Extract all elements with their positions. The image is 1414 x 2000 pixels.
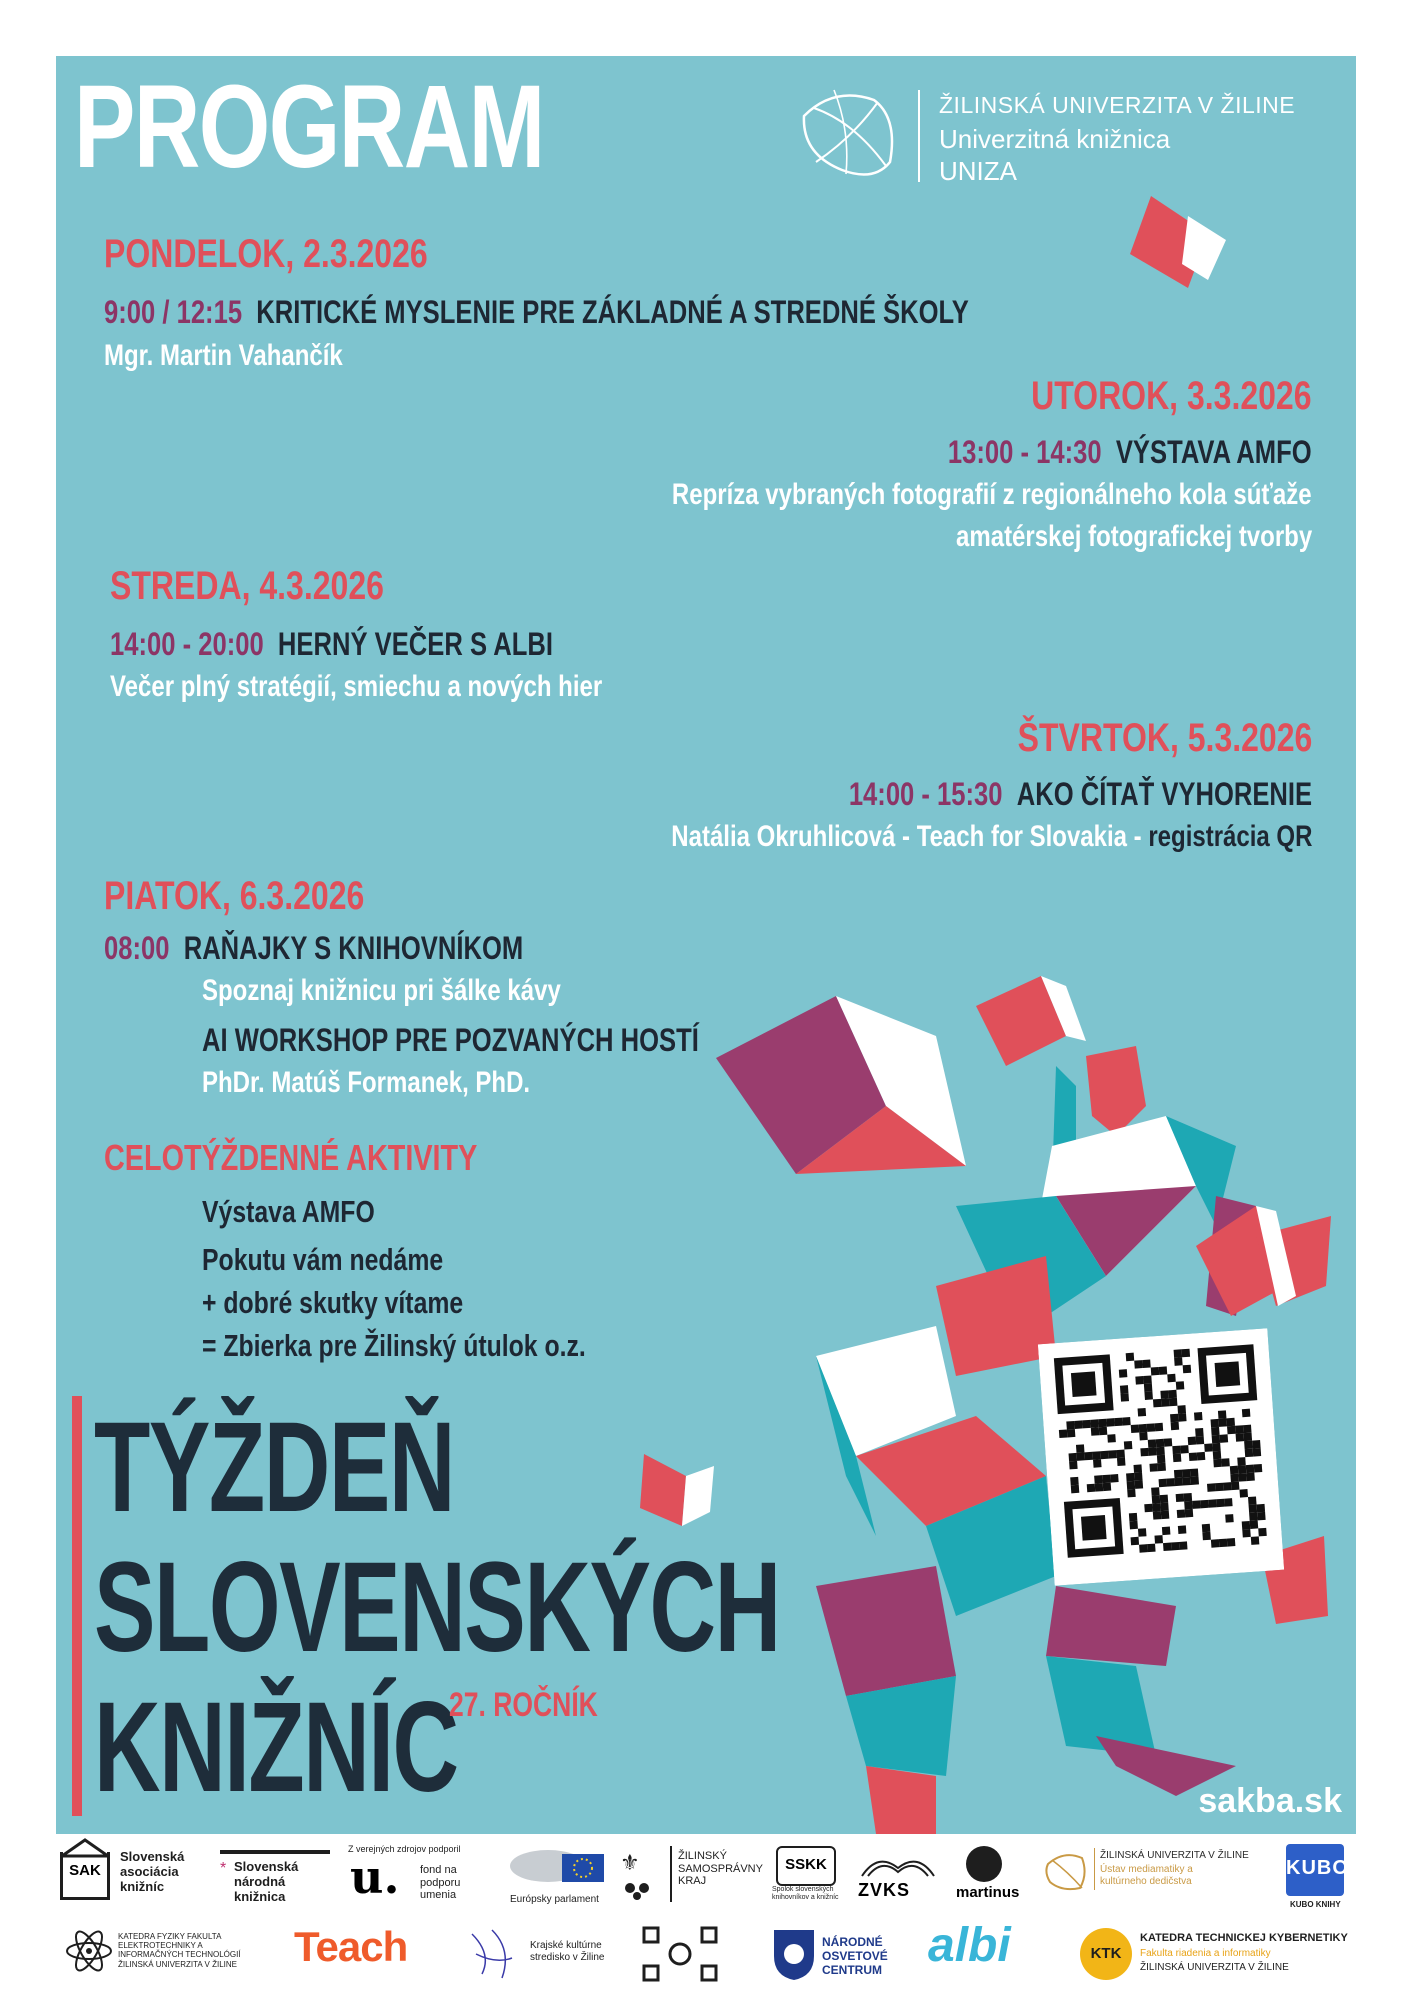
fpu-name: fond na podporu umenia — [420, 1864, 461, 1902]
event-description: amatérskej fotografickej tvorby — [955, 520, 1312, 553]
event-title-line-1: TÝŽDEŇ — [94, 1396, 454, 1539]
ktk-faculty: Fakulta riadenia a informatiky — [1140, 1948, 1271, 1959]
asterisk-icon: * — [220, 1860, 227, 1877]
fpu-label: Z verejných zdrojov podporil — [348, 1844, 461, 1854]
weeklong-item: + dobré skutky vítame — [202, 1285, 464, 1320]
day-monday: PONDELOK, 2.3.2026 — [104, 232, 428, 276]
albi-logo: albi — [928, 1919, 1011, 1972]
speaker-text: Natália Okruhlicová - Teach for Slovakia - — [670, 820, 1142, 853]
sak-logo: SAK — [60, 1852, 110, 1900]
sskk-name: Spolok slovenských knihovníkov a knižníc — [772, 1886, 839, 1902]
umkd-logo-icon — [1044, 1848, 1088, 1892]
poster — [56, 56, 1356, 1834]
sponsor-logos — [0, 1840, 1414, 2000]
day-wednesday: STREDA, 4.3.2026 — [110, 564, 384, 608]
event-title: RAŇAJKY S KNIHOVNÍKOM — [183, 930, 524, 966]
fpu-logo-icon: u. — [350, 1850, 400, 1904]
kubo-name: KUBO KNIHY — [1290, 1900, 1341, 1909]
event-title: AI WORKSHOP PRE POZVANÝCH HOSTÍ — [202, 1022, 699, 1058]
teach-logo: Teach — [294, 1923, 408, 1970]
european-parliament-logo-icon — [508, 1844, 618, 1894]
event-speaker — [671, 822, 1312, 852]
weeklong-item: = Zbierka pre Žilinský útulok o.z. — [202, 1328, 586, 1363]
weeklong-item: Výstava AMFO — [202, 1194, 375, 1229]
uniza-logo-icon — [794, 78, 904, 188]
day-tuesday: UTOROK, 3.3.2026 — [1031, 374, 1312, 418]
atom-icon — [64, 1928, 114, 1974]
event-speaker: Mgr. Martin Vahančík — [104, 339, 343, 372]
culture-center-logo-icon — [640, 1924, 720, 1984]
page-title: PROGRAM — [74, 61, 544, 193]
kks-name: Krajské kultúrne stredisko v Žiline — [530, 1940, 605, 1963]
kubo-logo: KUBO — [1286, 1844, 1344, 1896]
event-wednesday — [110, 628, 553, 660]
weeklong-item: Pokutu vám nedáme — [202, 1242, 444, 1277]
event-time: 14:00 - 15:30 — [848, 776, 1003, 812]
event-time: 08:00 — [104, 930, 170, 966]
logo-divider — [918, 90, 920, 182]
event-tuesday — [948, 436, 1312, 468]
title-accent-bar — [72, 1396, 82, 1816]
ktk-name: KATEDRA TECHNICKEJ KYBERNETIKY — [1140, 1932, 1348, 1944]
day-friday: PIATOK, 6.3.2026 — [104, 874, 365, 918]
kf-name: KATEDRA FYZIKY FAKULTA ELEKTROTECHNIKY A INFORMAČNÝCH TECHNOLÓGIÍ ŽILINSKÁ UNIVERZITA V ŽILINE — [118, 1932, 241, 1969]
day-thursday: ŠTVRTOK, 5.3.2026 — [1017, 716, 1312, 760]
noc-name: NÁRODNÉ OSVETOVÉ CENTRUM — [822, 1935, 888, 1977]
zvks-book-icon — [858, 1848, 938, 1882]
snk-logo-bar — [220, 1850, 330, 1854]
kks-logo-icon — [462, 1924, 522, 1984]
event-speaker: PhDr. Matúš Formanek, PhD. — [202, 1066, 531, 1099]
martinus-logo-icon — [966, 1846, 1002, 1882]
event-monday — [104, 296, 969, 328]
registration-qr-code[interactable] — [1038, 1328, 1284, 1585]
event-title: AKO ČÍTAŤ VYHORENIE — [1016, 776, 1312, 812]
university-name: ŽILINSKÁ UNIVERZITA V ŽILINE — [939, 92, 1296, 118]
library-name: Univerzitná knižnica — [939, 124, 1171, 154]
weeklong-heading: CELOTÝŽDENNÉ AKTIVITY — [104, 1137, 478, 1178]
umkd-name: Ústav mediamatiky a kultúrneho dedičstva — [1100, 1864, 1193, 1887]
snk-name: Slovenská národná knižnica — [234, 1859, 299, 1904]
event-description: Repríza vybraných fotografií z regionálneho kola súťaže — [672, 478, 1312, 511]
website-link[interactable]: sakba.sk — [1198, 1782, 1342, 1820]
registration-link[interactable]: registrácia QR — [1147, 820, 1312, 853]
zsk-divider — [670, 1846, 672, 1902]
martinus-name: martinus — [956, 1884, 1020, 1901]
sak-name: Slovenská asociácia knižníc — [120, 1849, 185, 1894]
event-title-line-2: SLOVENSKÝCH — [94, 1536, 780, 1679]
ep-name: Európsky parlament — [510, 1894, 599, 1905]
library-short-name: UNIZA — [939, 156, 1017, 186]
event-description: Večer plný stratégií, smiechu a nových hier — [110, 670, 603, 703]
umkd-divider — [1094, 1848, 1095, 1890]
event-title: HERNÝ VEČER S ALBI — [277, 626, 553, 662]
zsk-logo-icon — [618, 1846, 668, 1902]
edition-label: 27. ROČNÍK — [449, 1686, 598, 1724]
event-title: VÝSTAVA AMFO — [1116, 434, 1312, 470]
zvks-name: ZVKS — [858, 1880, 911, 1900]
svg-text:⚜: ⚜ — [620, 1850, 640, 1875]
noc-logo-icon — [770, 1926, 818, 1982]
zsk-name: ŽILINSKÝ SAMOSPRÁVNY KRAJ — [678, 1850, 763, 1888]
ktk-logo: KTK — [1080, 1928, 1132, 1980]
event-time: 13:00 - 14:30 — [948, 434, 1102, 470]
umkd-university: ŽILINSKÁ UNIVERZITA V ŽILINE — [1100, 1850, 1249, 1861]
sskk-logo: SSKK — [776, 1846, 836, 1886]
event-title: KRITICKÉ MYSLENIE PRE ZÁKLADNÉ A STREDNÉ ŠKOLY — [256, 294, 969, 330]
event-time: 9:00 / 12:15 — [104, 294, 243, 330]
event-thursday — [849, 778, 1312, 810]
event-title-line-3: KNIŽNÍC — [94, 1676, 458, 1819]
ktk-university: ŽILINSKÁ UNIVERZITA V ŽILINE — [1140, 1962, 1289, 1973]
event-description: Spoznaj knižnicu pri šálke kávy — [202, 974, 561, 1007]
event-friday — [104, 932, 523, 964]
event-time: 14:00 - 20:00 — [110, 626, 264, 662]
